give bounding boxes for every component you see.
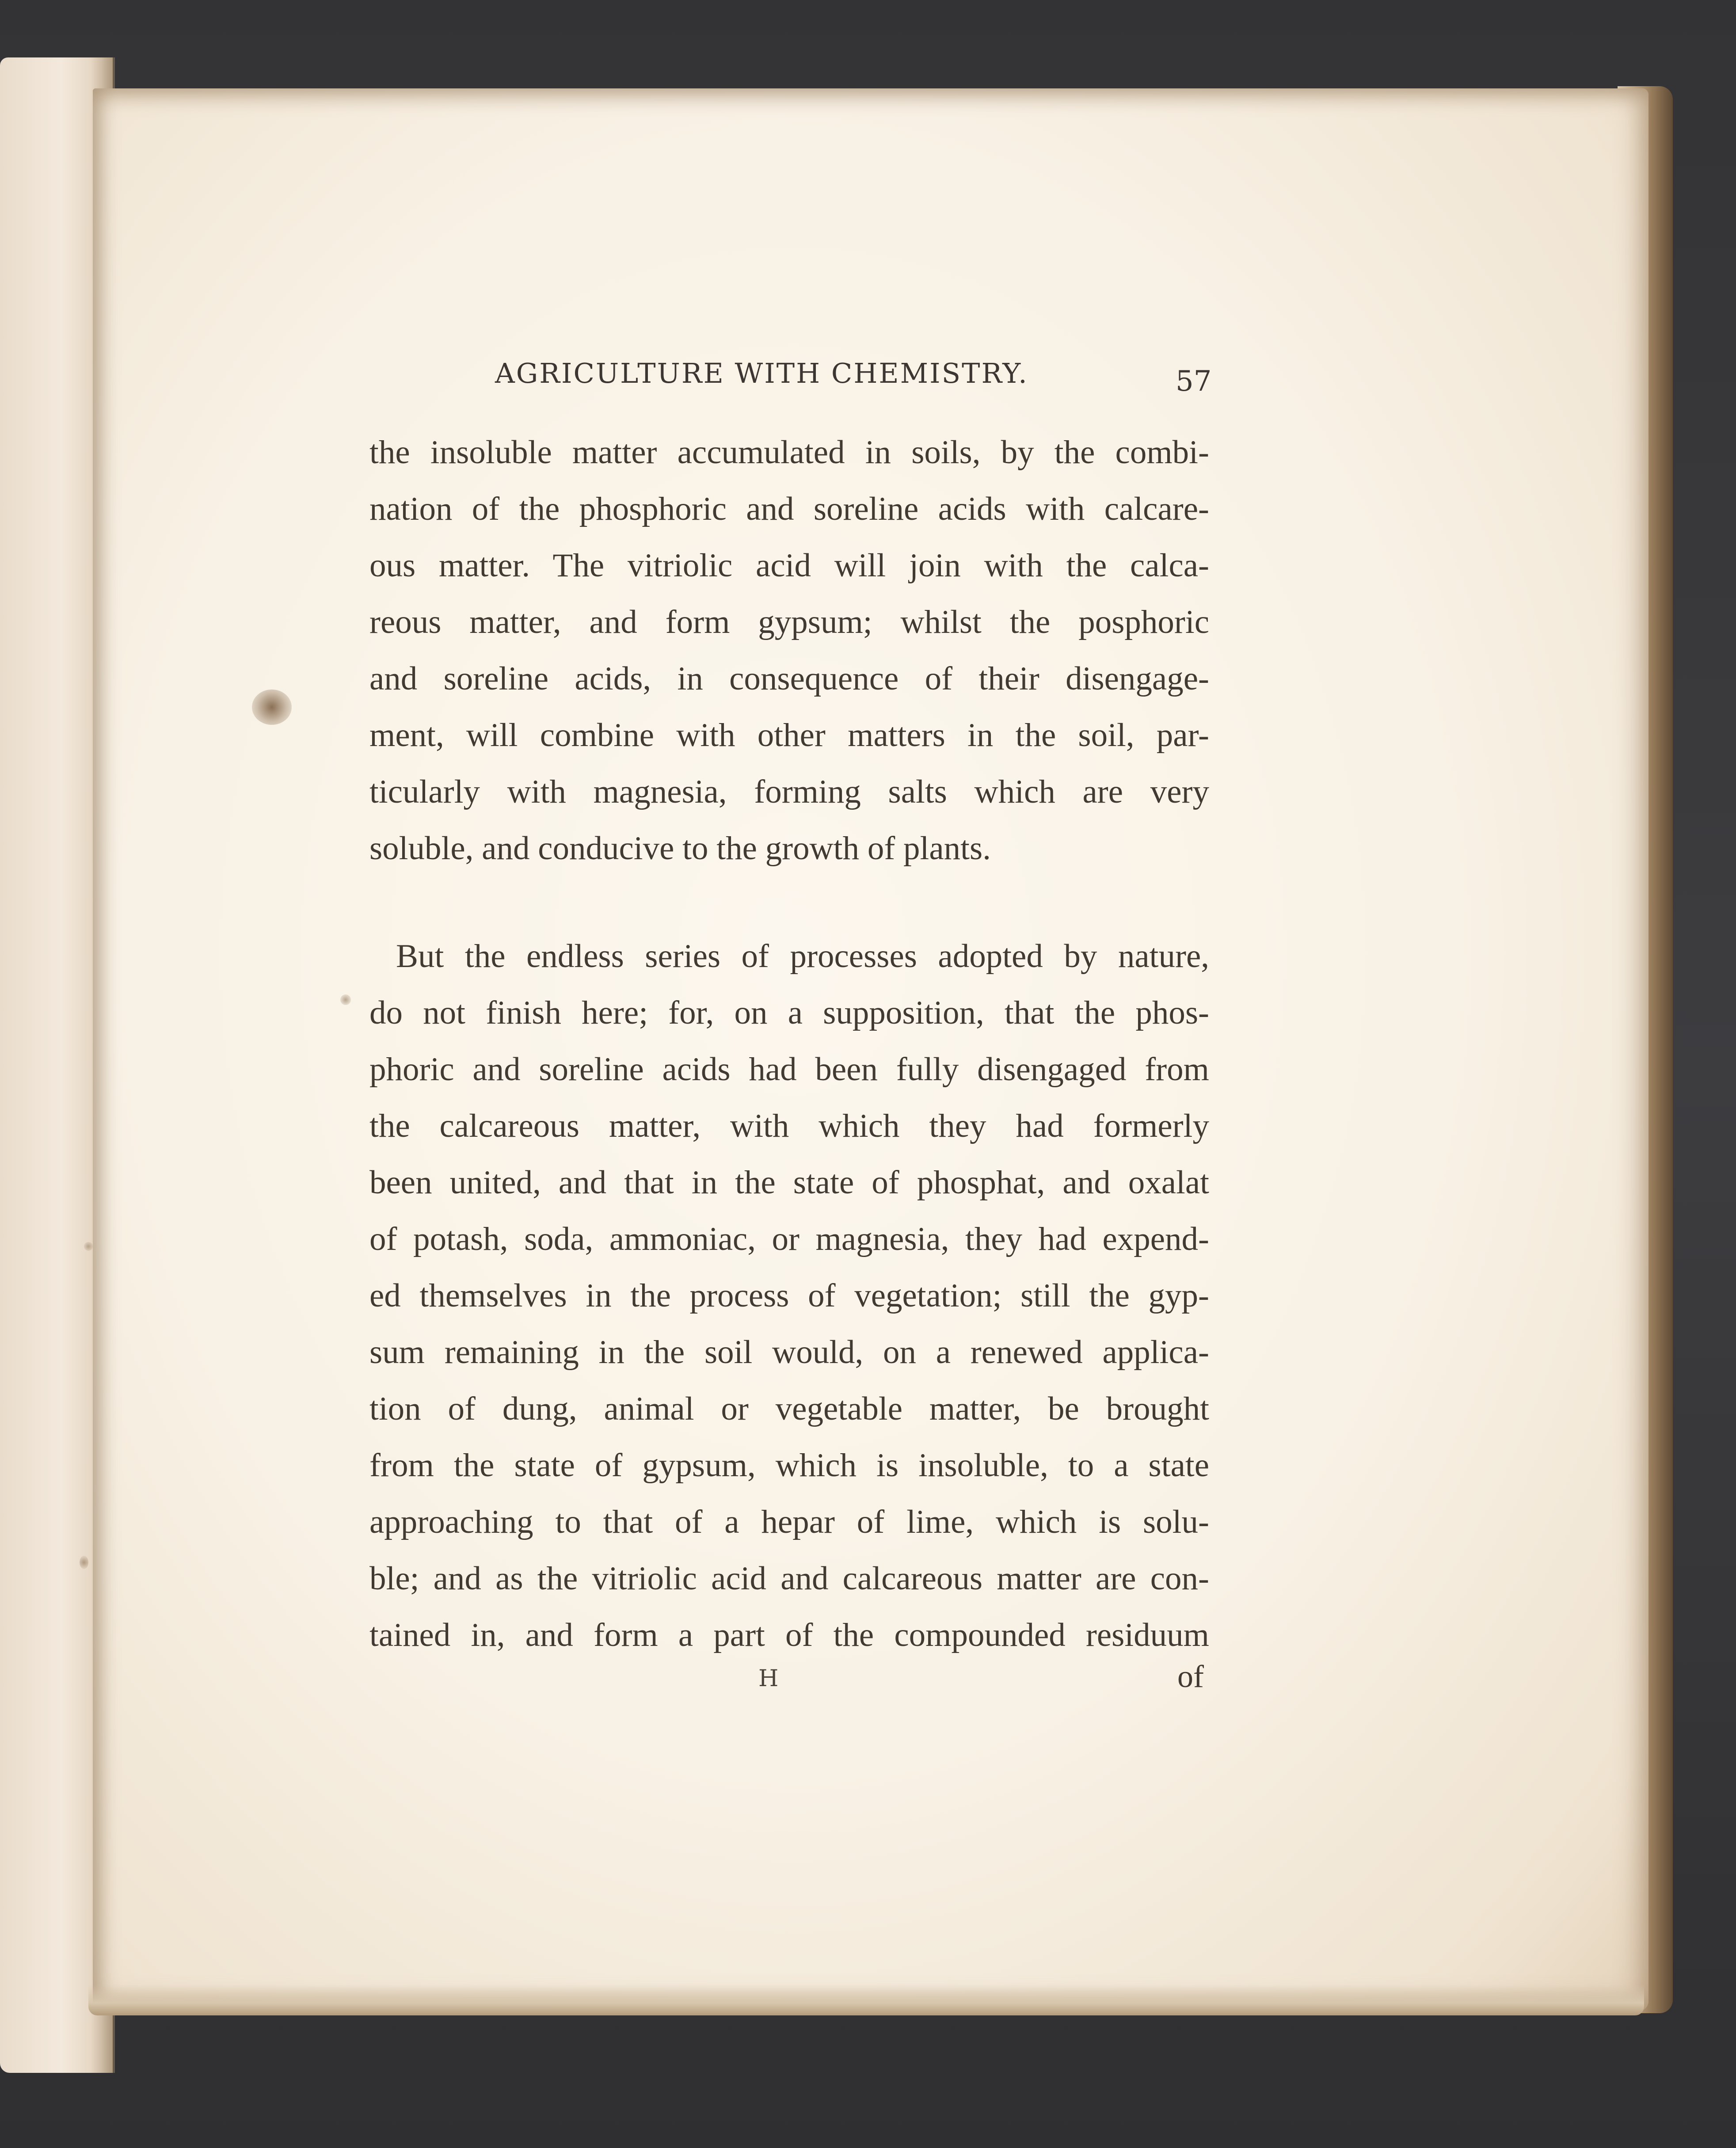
text-line: ed themselves in the process of vegetation; still the gyp-	[369, 1277, 1209, 1314]
text-line: from the state of gypsum, which is insoluble, to a state	[369, 1447, 1209, 1484]
text-line: phoric and soreline acids had been fully disengaged from	[369, 1051, 1209, 1088]
foxing-spot-small	[80, 1556, 88, 1569]
text-line: soluble, and conducive to the growth of plants.	[369, 830, 991, 867]
page-number: 57	[1176, 365, 1212, 398]
foxing-spot-small	[340, 994, 351, 1005]
running-head: AGRICULTURE WITH CHEMISTRY.	[495, 357, 1028, 389]
text-line: approaching to that of a hepar of lime, which is solu-	[369, 1504, 1209, 1540]
text-line: the insoluble matter accumulated in soils, by the combi-	[369, 434, 1209, 471]
text-line: ble; and as the vitriolic acid and calcareous matter are con-	[369, 1560, 1209, 1597]
text-line: the calcareous matter, with which they had formerly	[369, 1108, 1209, 1144]
paragraph-1	[369, 424, 1209, 877]
paragraph-2	[369, 928, 1209, 1664]
catchword: of	[1177, 1659, 1204, 1694]
text-line: been united, and that in the state of phosphat, and oxalat	[369, 1164, 1209, 1201]
foxing-spot-small	[84, 1242, 93, 1251]
text-line: ment, will combine with other matters in the soil, par-	[369, 717, 1209, 754]
text-line: But the endless series of processes adopted by nature,	[396, 938, 1209, 975]
page-bottom-edge	[88, 1984, 1644, 2015]
text-line: do not finish here; for, on a supposition, that the phos-	[369, 994, 1209, 1031]
text-line: ous matter. The vitriolic acid will join with the calca-	[369, 547, 1209, 584]
text-line: reous matter, and form gypsum; whilst the posphoric	[369, 604, 1209, 640]
foxing-spot	[252, 689, 292, 725]
text-line: and soreline acids, in consequence of their disengage-	[369, 660, 1209, 697]
text-line: nation of the phosphoric and soreline acids with calcare-	[369, 491, 1209, 527]
signature-mark: H	[758, 1665, 779, 1692]
text-line: tained in, and form a part of the compounded residuum	[369, 1617, 1209, 1653]
text-line: ticularly with magnesia, forming salts which are very	[369, 773, 1209, 810]
text-line: of potash, soda, ammoniac, or magnesia, they had expend-	[369, 1221, 1209, 1257]
text-line: tion of dung, animal or vegetable matter, be brought	[369, 1390, 1209, 1427]
text-line: sum remaining in the soil would, on a renewed applica-	[369, 1334, 1209, 1371]
